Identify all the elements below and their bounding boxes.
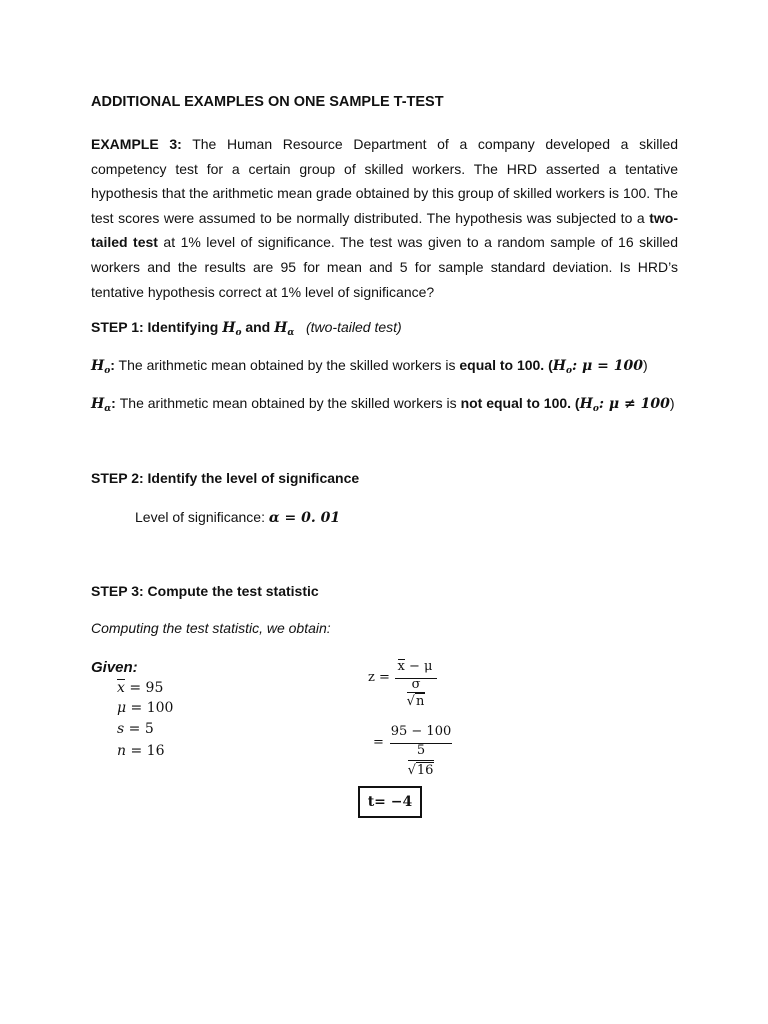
answer-text: t= −4 <box>367 794 413 810</box>
alt-symbol: $H_\alpha$ <box>91 396 112 414</box>
alt-hypothesis: $H_\alpha$: The arithmetic mean obtained by the skilled workers is not equal to 100. ($H_o$: μ ≠ 100) <box>91 395 675 414</box>
step3-heading: STEP 3: Compute the test statistic <box>91 583 319 599</box>
formula-inner-den: √n <box>406 694 425 709</box>
answer-box <box>358 786 422 818</box>
significance-value: α = 0. 01 <box>268 510 341 526</box>
example-emphasis: two-tailed test <box>91 209 678 251</box>
example-label: EXAMPLE 3: <box>91 136 182 152</box>
step1-heading-text: STEP 1: Identifying <box>91 319 219 335</box>
null-symbol: $H_o$ <box>91 358 111 376</box>
step1-and: and <box>245 319 271 335</box>
step1-note: (two-tailed test) <box>305 319 402 335</box>
null-bold: equal to 100. ( <box>459 357 553 373</box>
formula2-numerator: 95 − 100 <box>390 724 452 739</box>
example-text-1: The Human Resource Department of a company developed a skilled competency test for a certain group of skilled workers. The HRD asserted a tentative hypothesis that the arithmetic mean grade obtained by this group of skilled workers is 100. The test scores were assumed to be normally distributed. The hypothesis was subjected to a <box>91 136 679 226</box>
formula-inner-num: σ <box>411 677 421 692</box>
significance-line <box>135 509 340 526</box>
given-n: n = 16 <box>117 743 165 759</box>
example-text-2: at 1% level of significance. The test was given to a random sample of 16 skilled workers and the results are 95 for mean and 5 for sample standard deviation. Is HRD’s tentative hypothesis correct at 1% level of significance? <box>91 234 679 300</box>
formula2-inner-den: √16 <box>407 763 434 778</box>
step1-heading <box>91 319 402 338</box>
formula2-inner-bar <box>408 760 434 761</box>
alt-text: The arithmetic mean obtained by the skilled workers is <box>115 395 461 411</box>
step3-intro: Computing the test statistic, we obtain: <box>91 620 331 636</box>
significance-label: Level of significance: <box>135 509 269 525</box>
formula2-eq: = <box>373 735 384 750</box>
null-hypothesis: $H_o$: The arithmetic mean obtained by the skilled workers is equal to 100. ($H_o$: μ = 100) <box>91 357 648 376</box>
given-s: s = 5 <box>117 721 154 737</box>
given-mu: μ = 100 <box>117 700 174 716</box>
document-title: ADDITIONAL EXAMPLES ON ONE SAMPLE T-TEST <box>91 94 444 110</box>
given-xbar: x = 95 <box>117 680 164 696</box>
null-math: $H_o$: μ = 100 <box>552 358 643 376</box>
formula-lhs: z = <box>368 670 390 685</box>
alt-math: $H_o$: μ ≠ 100 <box>579 396 670 414</box>
alt-bold: not equal to 100. ( <box>460 395 580 411</box>
formula2-inner-num: 5 <box>416 743 426 758</box>
given-label: Given: <box>91 659 138 676</box>
step2-heading: STEP 2: Identify the level of significance <box>91 470 360 486</box>
step1-ha: $H_\alpha$ <box>274 320 295 338</box>
null-text: The arithmetic mean obtained by the skilled workers is <box>114 357 460 373</box>
example-paragraph <box>91 132 678 304</box>
formula-numerator: x − μ <box>397 659 433 674</box>
step1-h0: $H_o$ <box>222 320 242 338</box>
